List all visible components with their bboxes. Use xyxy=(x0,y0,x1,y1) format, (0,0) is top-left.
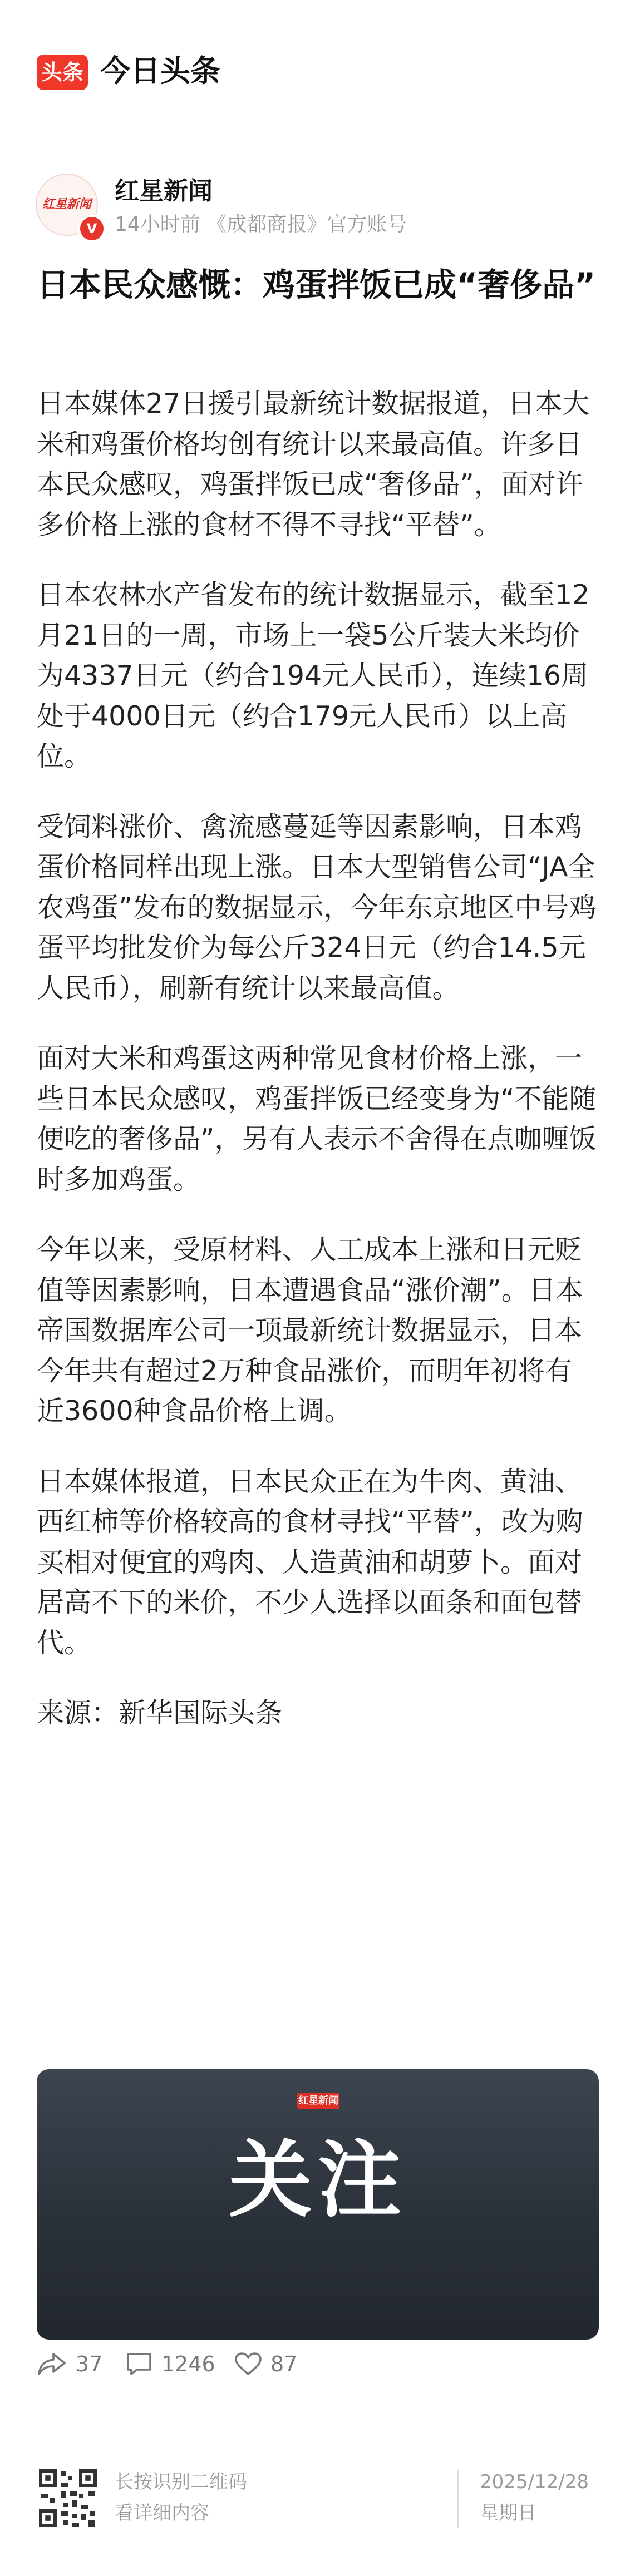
article-title: 日本民众感慨：鸡蛋拌饭已成“奢侈品” xyxy=(37,266,596,304)
card-logo: 红星新闻 xyxy=(297,2093,339,2109)
share-count: 37 xyxy=(76,2352,103,2376)
comment-count: 1246 xyxy=(161,2352,215,2376)
paragraph: 日本农林水产省发布的统计数据显示，截至12月21日的一周，市场上一袋5公斤装大米均价为4337日元（约合194元人民币），连续16周处于4000日元（约合179元人民币）以上高位。 xyxy=(37,579,590,772)
toutiao-logo: 头条 xyxy=(37,55,88,90)
share-button[interactable] xyxy=(37,2336,102,2392)
avatar-logo-text: 红星新闻 xyxy=(42,197,92,211)
comment-button[interactable] xyxy=(125,2336,215,2392)
author-name[interactable]: 红星新闻 xyxy=(115,177,213,205)
heart-icon xyxy=(234,2351,263,2377)
app-name: 今日头条 xyxy=(100,53,220,88)
top-bar xyxy=(0,0,635,134)
weekday: 星期日 xyxy=(480,2502,536,2524)
qr-code[interactable] xyxy=(37,2467,99,2529)
qr-hint-sub: 看详细内容 xyxy=(115,2502,209,2524)
paragraph: 日本媒体报道，日本民众正在为牛肉、黄油、西红柿等价格较高的食材寻找“平替”，改为购买相对便宜的鸡肉、人造黄油和胡萝卜。面对居高不下的米价，不少人选择以面条和面包替代。 xyxy=(37,1465,583,1659)
verified-badge-icon: V xyxy=(78,215,106,243)
action-bar xyxy=(0,2336,635,2392)
qr-hint: 长按识别二维码 xyxy=(115,2471,247,2493)
article-source: 来源：新华国际头条 xyxy=(37,1697,283,1729)
footer xyxy=(0,2448,635,2576)
qr-code-icon xyxy=(37,2467,99,2529)
follow-card[interactable] xyxy=(37,2069,599,2340)
share-icon xyxy=(37,2351,68,2377)
like-count: 87 xyxy=(270,2352,298,2376)
paragraph: 日本媒体27日援引最新统计数据报道，日本大米和鸡蛋价格均创有统计以来最高值。许多日本民众感叹，鸡蛋拌饭已成“奢侈品”，面对许多价格上涨的食材不得不寻找“平替”。 xyxy=(37,388,590,541)
author-row[interactable] xyxy=(0,167,635,250)
like-button[interactable] xyxy=(234,2336,297,2392)
author-meta: 14小时前 《成都商报》官方账号 xyxy=(115,213,407,236)
follow-text: 关注 xyxy=(228,2132,407,2229)
article-body xyxy=(37,384,599,1733)
paragraph: 今年以来，受原材料、人工成本上涨和日元贬值等因素影响，日本遭遇食品“涨价潮”。日本帝国数据库公司一项最新统计数据显示，日本今年共有超过2万种食品涨价，而明年初将有近3600种食品价格上调。 xyxy=(37,1234,583,1427)
comment-icon xyxy=(125,2351,154,2377)
paragraph: 受饲料涨价、禽流感蔓延等因素影响，日本鸡蛋价格同样出现上涨。日本大型销售公司“JA全农鸡蛋”发布的数据显示，今年东京地区中号鸡蛋平均批发价为每公斤324日元（约合14.5元人民币），刷新有统计以来最高值。 xyxy=(37,810,597,1004)
date: 2025/12/28 xyxy=(480,2471,589,2493)
paragraph: 面对大米和鸡蛋这两种常见食材价格上涨，一些日本民众感叹，鸡蛋拌饭已经变身为“不能随便吃的奢侈品”，另有人表示不舍得在点咖喱饭时多加鸡蛋。 xyxy=(37,1042,597,1195)
divider xyxy=(457,2470,459,2528)
